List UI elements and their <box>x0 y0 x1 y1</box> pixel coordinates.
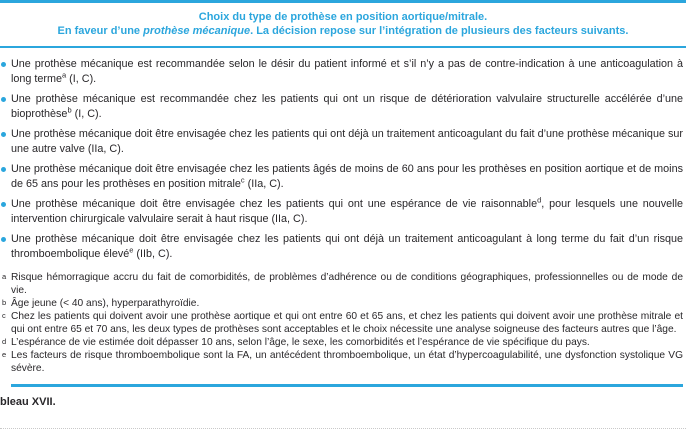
footnote-text: Risque hémorragique accru du fait de comorbidités, de problèmes d’adhérence ou de conditions géographiques, professionnelles ou de mode de vie. <box>11 272 683 296</box>
table-body <box>0 48 686 387</box>
table-header <box>0 3 686 48</box>
recommendation-text: Une prothèse mécanique doit être envisagée chez les patients qui ont déjà un traitement anticoagulant du fait d’une prothèse mécanique sur une autre valve (IIa, C). <box>11 128 683 155</box>
bullet-icon <box>1 237 6 242</box>
recommendation-text: Une prothèse mécanique doit être envisagée chez les patients qui ont déjà un traitement anticoagulant à long terme du fait d’un risque thromboembolique élevé <box>11 233 683 260</box>
recommendation-class: , pour lesquels une nouvelle intervention chirurgicale valvulaire serait à haut risque (IIa, C). <box>11 198 683 225</box>
table-title-line2-post: . La décision repose sur l’intégration de plusieurs des facteurs suivants. <box>250 25 629 37</box>
table-title-line2-pre: En faveur d’une <box>57 25 144 37</box>
footnote-marker: c <box>2 311 6 320</box>
footnote-marker: b <box>2 298 7 307</box>
footnote <box>2 310 683 336</box>
footnote-ref: d <box>537 195 542 205</box>
table-bottom-border <box>11 384 683 387</box>
bullet-icon <box>1 97 6 102</box>
recommendation-item <box>11 232 683 261</box>
recommendation-item <box>11 92 683 121</box>
page-bottom-rule <box>0 428 686 429</box>
footnote-text: Les facteurs de risque thromboembolique sont la FA, un antécédent thromboembolique, un état d’hypercoagulabilité, une dysfonction systolique VG sévère. <box>11 350 683 374</box>
recommendation-class: (IIa, C). <box>244 177 284 190</box>
table-title-line2 <box>10 24 676 38</box>
footnote <box>2 336 683 349</box>
recommendation-item <box>11 127 683 156</box>
next-table-caption: bleau XVII. <box>0 396 56 408</box>
footnote-text: Chez les patients qui doivent avoir une prothèse aortique et qui ont entre 60 et 65 ans, et chez les patients qui doivent avoir une prothèse mitrale et qui ont entre 65 et 70 ans, les deux types de prothèses sont acceptables et le choix nécessite une analyse soigneuse des facteurs autres que l’âge. <box>11 311 683 335</box>
footnote-text: Âge jeune (< 40 ans), hyperparathyroïdie. <box>11 298 200 309</box>
footnote-ref: e <box>129 244 134 254</box>
recommendation-text: Une prothèse mécanique doit être envisagée chez les patients qui ont une espérance de vie raisonnable <box>11 198 538 210</box>
footnote-ref: b <box>67 104 72 114</box>
footnote-ref: a <box>62 69 67 79</box>
bullet-icon <box>1 132 6 137</box>
recommendation-class: (I, C). <box>71 107 102 120</box>
recommendation-class: (I, C). <box>66 72 97 85</box>
recommendation-text: Une prothèse mécanique est recommandée selon le désir du patient informé et s’il n’y a pas de contre-indication à une anticoagulation à long terme <box>11 58 683 85</box>
footnote <box>2 349 683 375</box>
footnote-marker: e <box>2 350 7 359</box>
footnote <box>2 297 683 310</box>
recommendation-item <box>11 162 683 191</box>
recommendation-text: Une prothèse mécanique doit être envisagée chez les patients âgés de moins de 60 ans pour les prothèses en position aortique et de moins de 65 ans pour les prothèses en position mitrale <box>11 163 683 190</box>
footnote-marker: d <box>2 337 7 346</box>
bullet-icon <box>1 202 6 207</box>
recommendation-item <box>11 197 683 226</box>
recommendation-class: (IIb, C). <box>133 247 173 260</box>
bullet-icon <box>1 62 6 67</box>
table-title-line1: Choix du type de prothèse en position aortique/mitrale. <box>198 11 488 23</box>
footnote-marker: a <box>2 272 7 281</box>
footnote <box>2 271 683 297</box>
footnotes-section <box>2 271 683 375</box>
recommendation-item <box>11 57 683 86</box>
footnote-text: L’espérance de vie estimée doit dépasser 10 ans, selon l’âge, le sexe, les comorbidités et l’espérance de vie spécifique du pays. <box>11 337 590 348</box>
table-title-line2-italic: prothèse mécanique <box>143 25 251 37</box>
bullet-icon <box>1 167 6 172</box>
footnote-ref: c <box>240 174 245 184</box>
recommendation-text: Une prothèse mécanique est recommandée chez les patients qui ont un risque de détérioration valvulaire structurelle accélérée d’une bioprothèse <box>11 93 683 120</box>
